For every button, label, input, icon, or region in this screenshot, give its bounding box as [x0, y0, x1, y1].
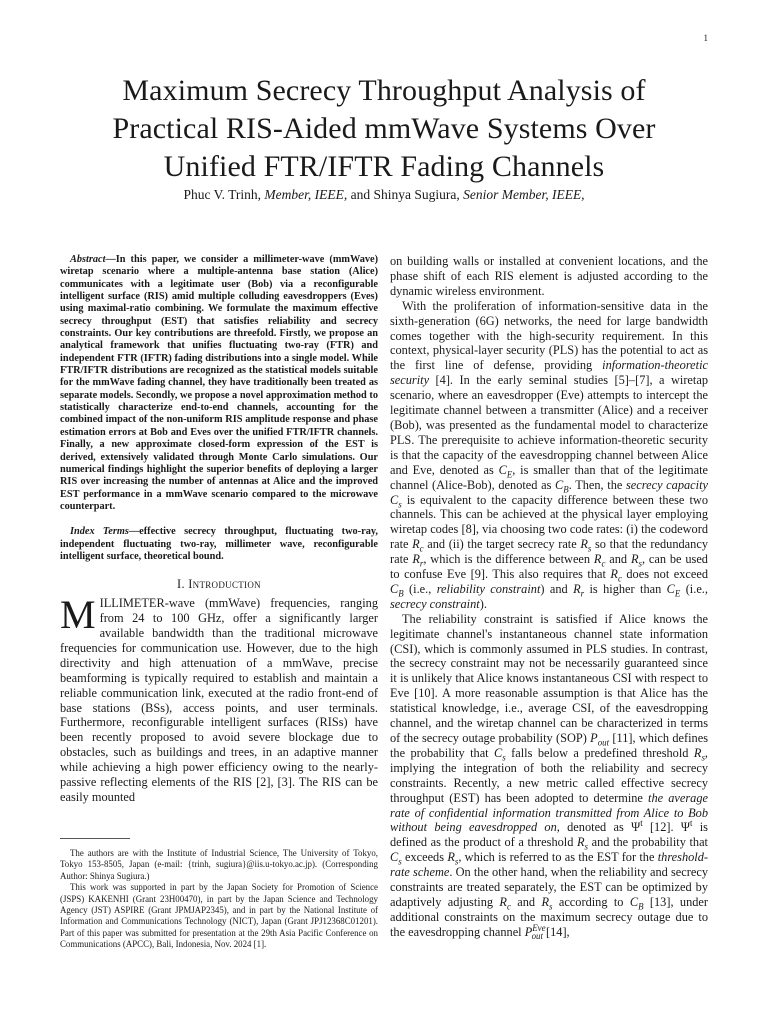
text-run: (i.e.,: [403, 581, 437, 596]
index-terms: [60, 526, 378, 563]
intro-paragraph-text: ILLIMETER-wave (mmWave) frequencies, ranging from 24 to 100 GHz, offer a significantly larger available bandwidth than the traditional microwave frequencies for communication use. However, due to the high directivity and high attenuation of a mmWave, precise beamforming is typically required to establish and maintain a reliable communication link, executed at the radio front-end of base stations (BSs), access points, and user terminals. Furthermore, reconfigurable intelligent surfaces (RISs) have been recently proposed to avoid severe blockage due to obstacles, such as buildings and trees, in an adaptive manner while achieving a high power efficiency owing to the nearly-passive reflecting elements of the RIS [2], [3]. The RIS can be easily mounted: [60, 596, 378, 804]
author-connector: and: [350, 187, 371, 202]
text-run: and (ii) the target secrecy rate: [423, 537, 581, 552]
text-run: and: [510, 894, 542, 909]
math-Psi-t: $\Psi^t$: [680, 818, 693, 835]
text-run: , denoted as: [556, 820, 632, 835]
math-R-r: $R_r$: [412, 552, 424, 569]
text-run: , which is the difference between: [423, 552, 594, 567]
math-R-r: $R_r$: [573, 581, 585, 599]
text-run-italic: threshold-rate scheme: [390, 850, 709, 880]
abstract-label: Abstract: [70, 254, 106, 265]
math-C-B: $C_B$: [555, 477, 569, 495]
text-run-italic: reliability constraint: [436, 581, 541, 596]
paper-title: [60, 72, 708, 186]
footnotes: [60, 848, 378, 951]
text-run-italic: secrecy constraint: [390, 596, 480, 611]
author-2-role: Senior Member, IEEE,: [463, 187, 585, 202]
footnote-funding: This work was supported in part by the Japan Society for Promotion of Science (JSPS) KAKENHI (Grant 23H00470), in part by the Japan Science and Technology Agency (JST) ASPIRE (Grant JPMJAP2345), and in part by the National Institute of Information and Communications Technology (NICT), Japan (Grant JPJ12368C01201). Part of this paper was submitted for presentation at the 29th Asia Pacific Conference on Communications (APCC), Bali, Indonesia, Nov. 2024 [1].: [60, 882, 378, 950]
text-run: is equivalent to the capacity difference between these two channels. This can be achieved at the physical layer employing wiretap codes [8], via choosing two code rates: (i) the codeword rate: [390, 492, 708, 552]
text-run: , is smaller than that of the legitimate channel (Alice-Bob), denoted as: [390, 462, 708, 492]
text-run: [4]. In the early seminal studies [5]–[7], a wiretap scenario, where an eavesdropper (Eve) attempts to intercept the legitimate channel between a transmitter (Alice) and a receiver (Bob), was presented as the fundamental model to characterize PLS. The prerequisite to achieve information-theoretic security is that the capacity of the eavesdropping channel between Alice and Eve, denoted as: [390, 373, 708, 477]
right-paragraph-3: [390, 612, 708, 940]
math-C-s: $C_s$: [390, 850, 402, 867]
text-run: . On the other hand, when the reliability and secrecy constraints are treated separately, the EST can be optimized by adaptively adjusting: [390, 865, 708, 909]
left-column: [60, 254, 378, 805]
text-run: , can be used to confuse Eve [9]. This also requires that: [390, 552, 708, 582]
text-run-italic: the average rate of confidential information transmitted from Alice to Bob without being eavesdropped on: [390, 790, 708, 835]
math-R-c: $R_c$: [610, 567, 622, 584]
text-run: so that the redundancy rate: [390, 537, 708, 567]
text-run: [11], which defines the probability that: [390, 731, 708, 760]
section-heading-introduction: I. Introduction: [177, 577, 261, 592]
math-P-out: $P_{out}$: [590, 731, 610, 748]
right-column: [390, 254, 708, 940]
text-run: according to: [552, 894, 630, 909]
text-run: With the proliferation of information-sensitive data in the sixth-generation (6G) networks, the need for large bandwidth comes together with the high-security requirement. In this context, physical-layer security (PLS) has the potential to act as the first line of defense, providing: [390, 298, 708, 373]
text-run: and: [605, 552, 631, 567]
math-R-c: $R_c$: [412, 537, 424, 554]
index-terms-label: Index Terms: [70, 526, 129, 538]
footnote-rule: [60, 838, 130, 839]
text-run: The reliability constraint is satisfied if Alice knows the legitimate channel's instantaneous channel state information (CSI), which is commonly assumed in PLS studies. In contrast, the secrecy constraint may not be necessarily guaranteed since it is unlikely that Alice knows instantaneous CSI with respect to Eve [10]. A more reasonable assumption is that Alice has the statistical knowledge, i.e., average CSI, of the eavesdropping channel, and the wiretap channel can be characterized in terms of the secrecy outage probability (SOP): [390, 611, 708, 745]
text-run: [14],: [542, 924, 570, 939]
text-run: is higher than: [584, 581, 667, 596]
text-run: does not exceed: [621, 567, 708, 582]
title-line-1: Maximum Secrecy Throughput Analysis of: [122, 74, 646, 107]
title-line-2: Practical RIS-Aided mmWave Systems Over: [112, 112, 656, 145]
math-C-E: $C_E$: [498, 462, 513, 480]
page-number: 1: [703, 33, 708, 43]
math-R-s: $R_s$: [576, 835, 588, 852]
text-run: and the probability that: [588, 835, 708, 850]
text-run: [13], under additional constraints on the maximum secrecy outage due to the eavesdropping channel: [390, 894, 709, 939]
text-run: , which is referred to as the EST for the: [458, 850, 658, 865]
index-terms-text: —effective secrecy throughput, fluctuating two-ray, independent fluctuating two-ray, millimeter wave, reconfigurable intelligent surface, theoretical bound.: [60, 526, 378, 562]
math-C-B: $C_B$: [390, 581, 404, 599]
math-R-s: $R_s$: [630, 552, 642, 569]
math-R-c: $R_c$: [499, 894, 511, 912]
math-R-s: $R_s$: [693, 745, 705, 763]
math-P-out-Eve: $P^{Eve}_{out}$: [524, 922, 546, 942]
math-C-s: $C_s$: [390, 492, 402, 509]
author-2-name: Shinya Sugiura,: [373, 187, 460, 202]
abstract-text: —In this paper, we consider a millimeter-wave (mmWave) wiretap scenario where a multiple-antenna base station (Alice) communicates with a legitimate user (Bob) via a reconfigurable intelligent surface (RIS) amid multiple colluding eavesdroppers (Eves) using maximal-ratio combining. We formulate the maximum effective secrecy throughput (EST) that satisfies reliability and secrecy constraints. Our key contributions are threefold. Firstly, we propose an analytical framework that unifies fluctuating two-ray (FTR) and independent FTR (IFTR) fading distributions into a single model. While FTR/IFTR distributions are recognized as the statistical models suitable for the mmWave fading channel, they have traditionally been treated as separate models. Secondly, we propose a novel approximation method to statistically characterize end-to-end channels, accounting for the combined impact of the non-uniform RIS amplitude response and phase estimation errors at Bob and Eves over the unified FTR/IFTR channels. Finally, a new approximate closed-form expression of the EST is derived, extensively validated through Monte Carlo simulations. Our numerical findings highlight the superior benefits of deploying a larger RIS over increasing the number of antennas at Alice and the improved EST performance in a mmWave scenario compared to the microwave counterpart.: [60, 254, 378, 512]
abstract: [60, 254, 378, 513]
right-paragraph-2: [390, 299, 708, 612]
text-run: , implying the integration of both the reliability and secrecy constraints. Recently, a new metric called effective secrecy throughput (EST) has been adopted to determine: [390, 745, 708, 805]
text-run: ) and: [540, 581, 574, 596]
text-run: is defined as the product of a threshold: [390, 820, 708, 850]
title-line-3: Unified FTR/IFTR Fading Channels: [163, 150, 605, 183]
text-run: [12].: [642, 820, 681, 835]
text-run: falls below a predefined threshold: [505, 745, 694, 760]
math-R-c: $R_c$: [593, 552, 606, 569]
text-run-italic: secrecy capacity: [626, 477, 708, 492]
text-run: ).: [479, 596, 487, 611]
text-run-italic: information-theoretic security: [390, 358, 708, 388]
drop-cap: M: [60, 592, 96, 638]
text-run: exceeds: [401, 850, 448, 865]
footnote-affiliation: The authors are with the Institute of Industrial Science, The University of Tokyo, Tokyo 153-8505, Japan (e-mail: {trinh, sugiura}@iis.u-tokyo.ac.jp). (Corresponding Author: Shinya Sugiura.): [60, 848, 378, 881]
math-R-s: $R_s$: [447, 850, 459, 867]
text-run: (i.e.,: [680, 581, 708, 596]
math-R-s: $R_s$: [580, 537, 592, 554]
author-line: [60, 187, 708, 203]
math-Psi-t: $\Psi^t$: [631, 818, 643, 835]
math-C-s: $C_s$: [494, 745, 506, 763]
math-C-E: $C_E$: [666, 581, 681, 599]
math-C-B: $C_B$: [629, 894, 644, 912]
author-1-role: Member, IEEE,: [264, 187, 348, 202]
intro-paragraph: [60, 592, 378, 805]
author-1-name: Phuc V. Trinh,: [183, 187, 261, 202]
math-R-s: $R_s$: [541, 894, 553, 912]
text-run: . Then, the: [568, 477, 626, 492]
right-paragraph-1: on building walls or installed at convenient locations, and the phase shift of each RIS element is adjusted according to the dynamic wireless environment.: [390, 254, 708, 298]
